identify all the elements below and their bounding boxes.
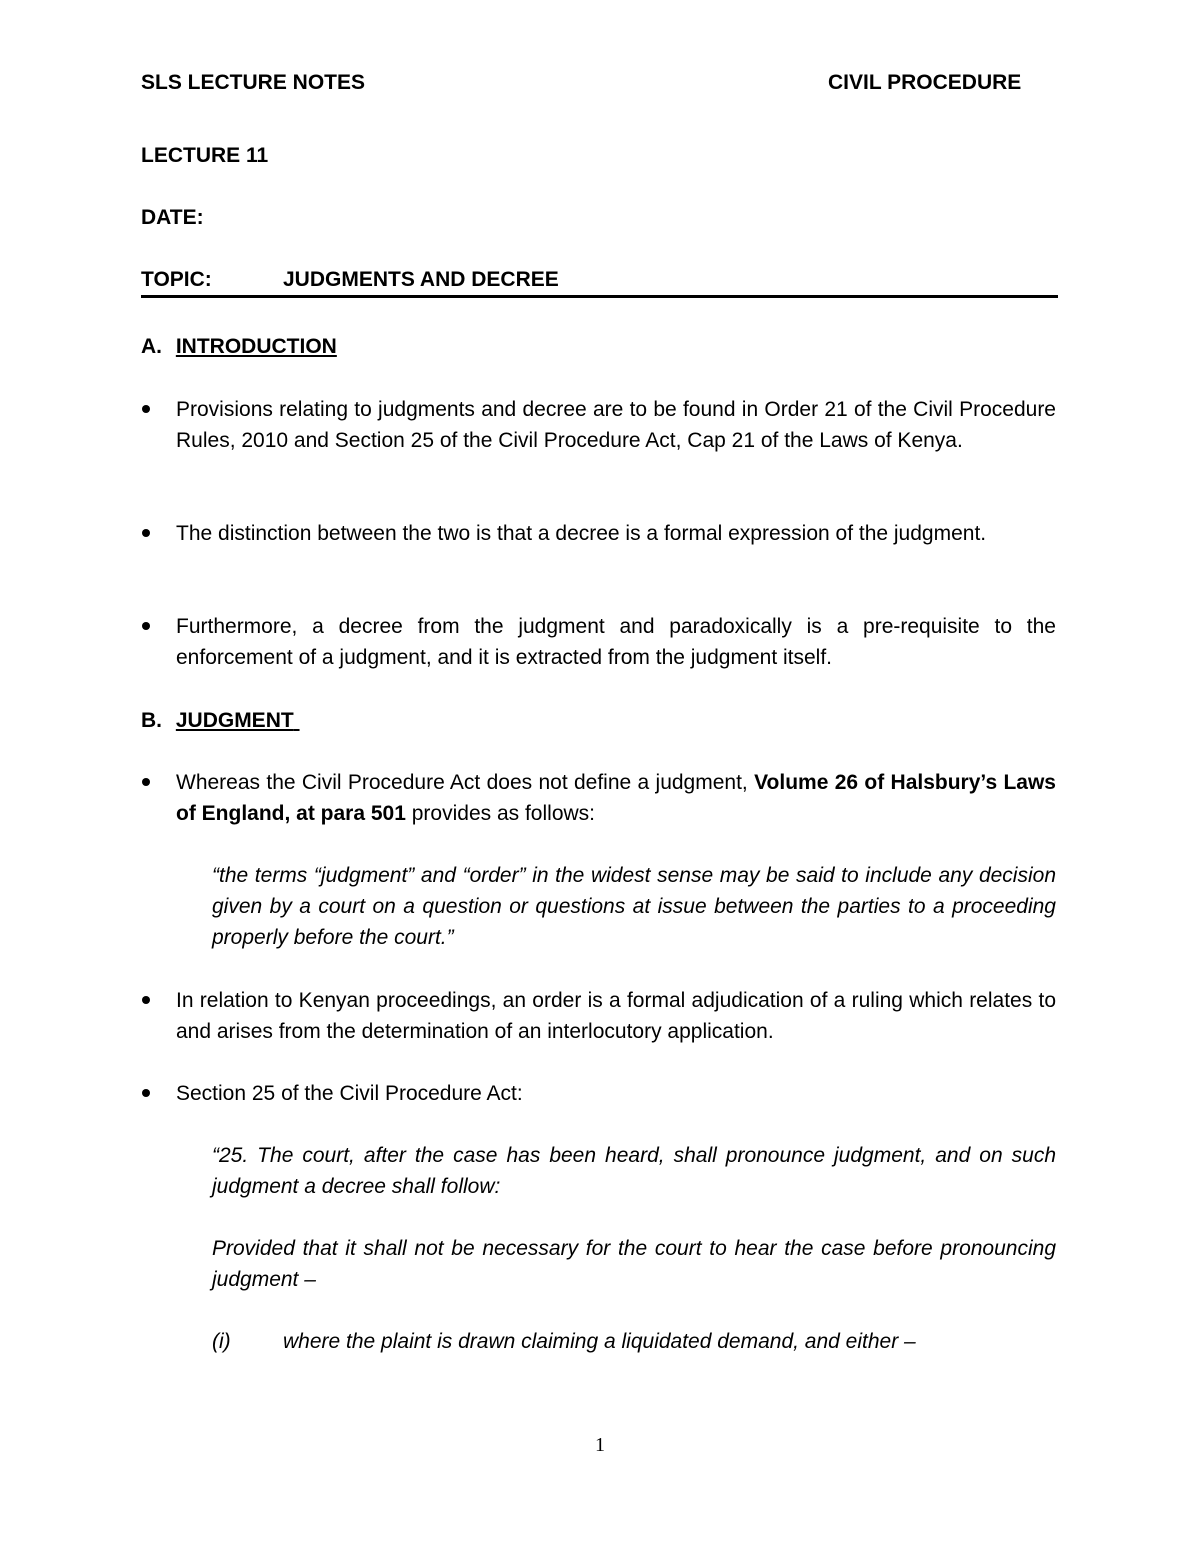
judgment-bullet-2: In relation to Kenyan proceedings, an order is a formal adjudication of a ruling which relates to and arises from the determination of an interlocutory application. <box>176 989 1056 1043</box>
halsbury-quote: “the terms “judgment” and “order” in the widest sense may be said to include any decision given by a court on a question or questions at issue between the parties to a proceeding properly before the court.” <box>212 864 1056 949</box>
header-left: SLS LECTURE NOTES <box>141 71 366 94</box>
section-b-letter: B. <box>141 709 162 732</box>
lecture-number: LECTURE 11 <box>141 144 269 167</box>
bullet-icon <box>142 622 150 630</box>
header-right: CIVIL PROCEDURE <box>828 71 1022 94</box>
topic-value: JUDGMENTS AND DECREE <box>283 268 559 291</box>
page-number: 1 <box>595 1434 605 1456</box>
intro-bullet-1: Provisions relating to judgments and decree are to be found in Order 21 of the Civil Procedure Rules, 2010 and Section 25 of the Civil Procedure Act, Cap 21 of the Laws of Kenya. <box>176 398 1056 452</box>
section-25-quote: “25. The court, after the case has been heard, shall pronounce judgment, and on such judgment a decree shall follow: <box>212 1144 1056 1198</box>
topic-row <box>141 268 1058 298</box>
judgment-bullet-3: Section 25 of the Civil Procedure Act: <box>176 1082 523 1105</box>
topic-label: TOPIC: <box>141 268 212 291</box>
proviso-item-number: (i) <box>212 1330 231 1353</box>
judgment-bullet-1 <box>176 767 1056 829</box>
bullet-icon <box>142 405 150 413</box>
bullet-icon <box>142 996 150 1004</box>
halsbury-outro: provides as follows: <box>411 802 595 825</box>
section-b-title: JUDGMENT <box>175 709 294 732</box>
bullet-icon <box>142 529 150 537</box>
section-b-heading <box>141 709 300 733</box>
section-25-proviso: Provided that it shall not be necessary for the court to hear the case before pronouncing judgment – <box>212 1237 1056 1291</box>
halsbury-intro: Whereas the Civil Procedure Act does not define a judgment, <box>176 771 748 794</box>
intro-bullet-3: Furthermore, a decree from the judgment and paradoxically is a pre-requisite to the enforcement of a judgment, and it is extracted from the judgment itself. <box>176 615 1056 669</box>
section-a-title: INTRODUCTION <box>175 335 337 358</box>
intro-bullet-2: The distinction between the two is that a decree is a formal expression of the judgment. <box>176 522 987 545</box>
halsbury-citation: Volume 26 of Halsbury’s Laws of England, at para 501 <box>176 771 1056 825</box>
date-label: DATE: <box>141 206 204 229</box>
section-a-letter: A. <box>141 335 162 358</box>
section-a-heading <box>141 335 337 359</box>
proviso-item-text: where the plaint is drawn claiming a liquidated demand, and either – <box>283 1330 916 1353</box>
bullet-icon <box>142 1089 150 1097</box>
bullet-icon <box>142 778 150 786</box>
